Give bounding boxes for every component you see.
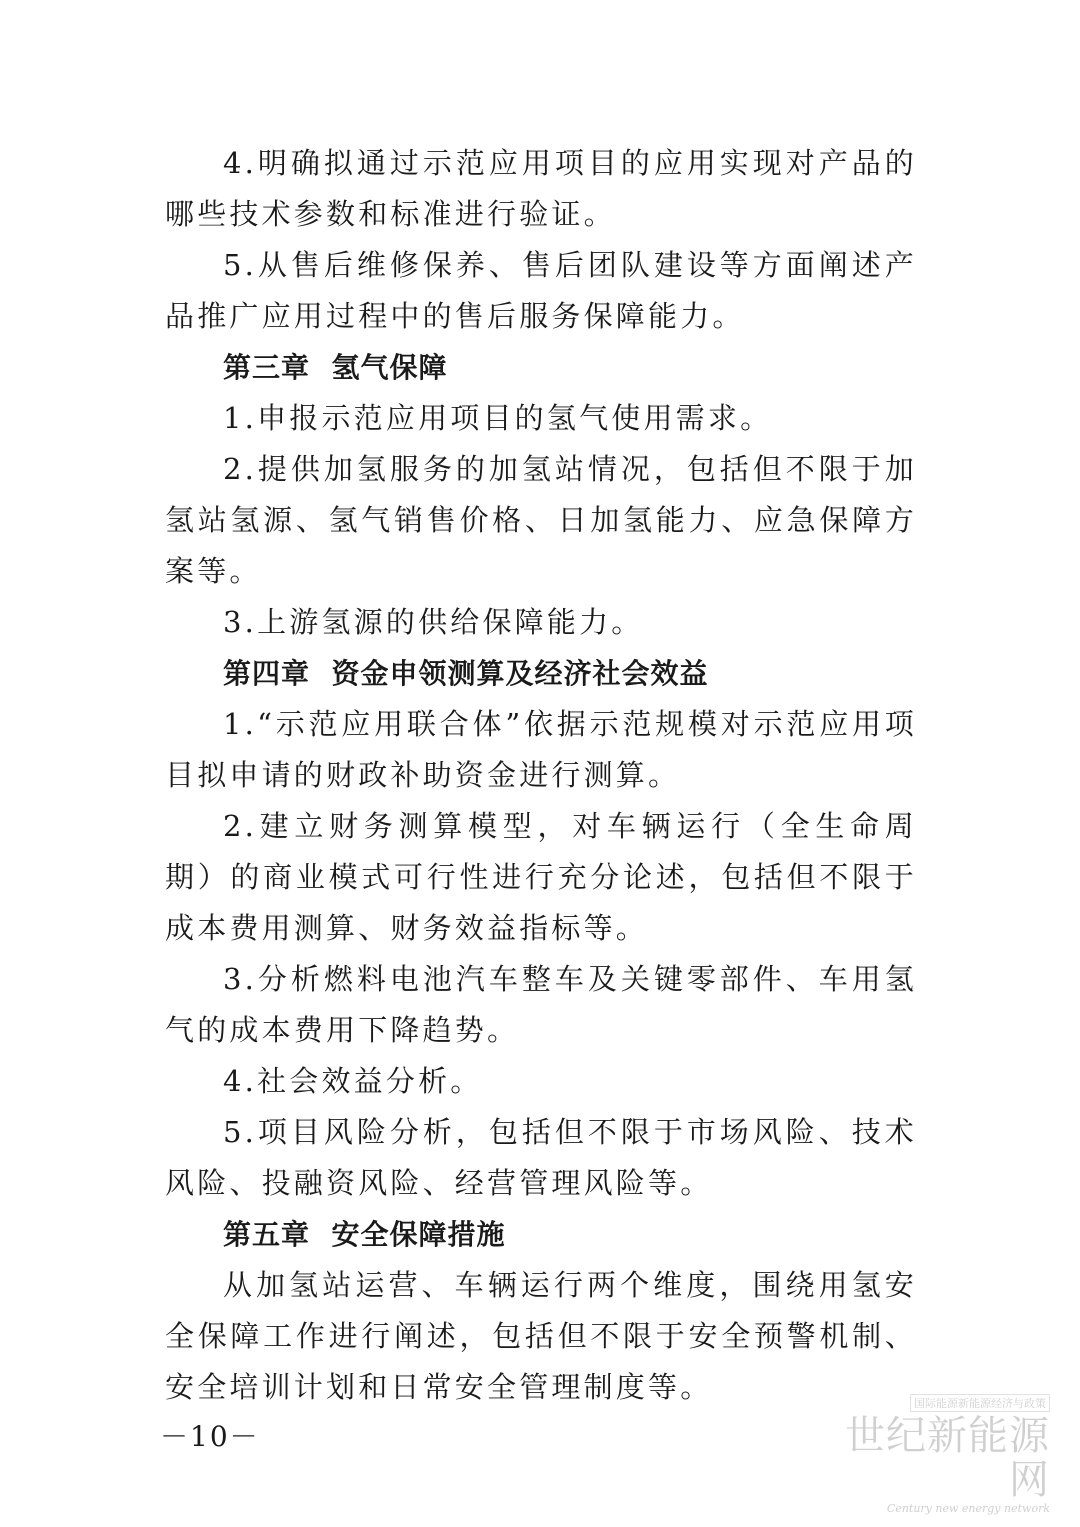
paragraph: 5.项目风险分析，包括但不限于市场风险、技术风险、投融资风险、经营管理风险等。 <box>165 1115 917 1200</box>
watermark-tagline: 国际能源新能源经济与政策 <box>910 1394 1050 1412</box>
paragraph: 4.社会效益分析。 <box>223 1064 483 1098</box>
page-number: －10－ <box>160 1420 260 1453</box>
watermark-name: 世纪新能源网 <box>845 1413 1050 1503</box>
paragraph: 从加氢站运营、车辆运行两个维度，围绕用氢安全保障工作进行阐述，包括但不限于安全预警机制、安全培训计划和日常安全管理制度等。 <box>165 1268 917 1404</box>
paragraph: 1.申报示范应用项目的氢气使用需求。 <box>223 401 773 435</box>
watermark-logo <box>820 1392 1050 1515</box>
chapter-heading: 第四章 资金申领测算及经济社会效益 <box>223 657 709 690</box>
paragraph: 5.从售后维修保养、售后团队建设等方面阐述产品推广应用过程中的售后服务保障能力。 <box>165 248 917 333</box>
watermark-english: Century new energy network <box>886 1502 1050 1515</box>
paragraph: 4.明确拟通过示范应用项目的应用实现对产品的哪些技术参数和标准进行验证。 <box>165 146 917 231</box>
page-content <box>165 138 917 1413</box>
chapter-heading: 第五章 安全保障措施 <box>223 1218 506 1251</box>
paragraph: 2.建立财务测算模型，对车辆运行（全生命周期）的商业模式可行性进行充分论述，包括但不限于成本费用测算、财务效益指标等。 <box>165 809 917 945</box>
paragraph: 1.“示范应用联合体”依据示范规模对示范应用项目拟申请的财政补助资金进行测算。 <box>165 707 917 792</box>
paragraph: 2.提供加氢服务的加氢站情况，包括但不限于加氢站氢源、氢气销售价格、日加氢能力、应急保障方案等。 <box>165 452 917 588</box>
paragraph: 3.分析燃料电池汽车整车及关键零部件、车用氢气的成本费用下降趋势。 <box>165 962 917 1047</box>
paragraph: 3.上游氢源的供给保障能力。 <box>223 605 644 639</box>
chapter-heading: 第三章 氢气保障 <box>223 351 448 384</box>
